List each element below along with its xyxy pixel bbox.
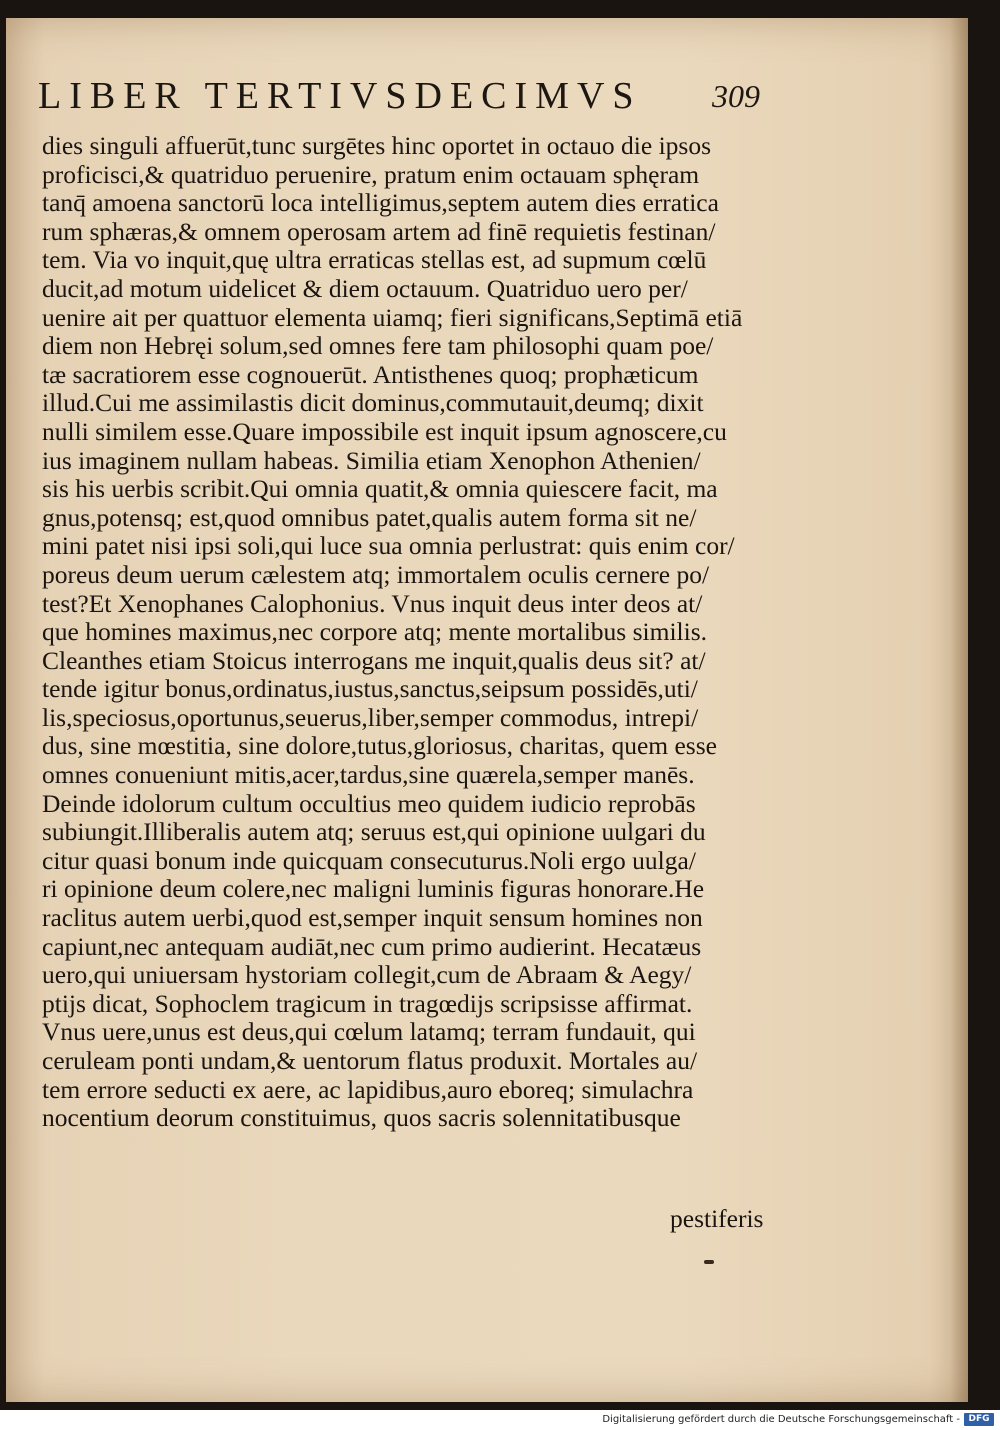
text-line: mini patet nisi ipsi soli,qui luce sua omnia perlustrat: quis enim cor/ (42, 532, 735, 561)
text-line: uenire ait per quattuor elementa uiamq; fieri significans,Septimā etiā (42, 303, 743, 332)
running-head: LIBER TERTIVSDECIMVS (38, 75, 642, 117)
text-line: ceruleam ponti undam,& uentorum flatus produxit. Mortales au/ (42, 1047, 698, 1075)
page-edge-shadow (950, 18, 968, 1402)
text-line: ducit,ad motum uidelicet & diem octauum. Quatriduo uero per/ (42, 274, 688, 303)
text-line: dies singuli affuerūt,tunc surgētes hinc oportet in octauo die ipsos (42, 132, 712, 160)
book-page (6, 18, 968, 1402)
text-line: illud.Cui me assimilastis dicit dominus,commutauit,deumq; dixit (42, 389, 704, 418)
text-line: Cleanthes etiam Stoicus interrogans me inquit,qualis deus sit? at/ (42, 646, 706, 675)
text-line: tæ sacratiorem esse cognouerūt. Antisthenes quoq; prophæticum (42, 360, 699, 389)
text-line: citur quasi bonum inde quicquam consecuturus.Noli ergo uulga/ (42, 846, 696, 875)
text-line: test?Et Xenophanes Calophonius. Vnus inquit deus inter deos at/ (42, 589, 703, 618)
text-line: que homines maximus,nec corpore atq; mente mortalibus similis. (42, 618, 707, 647)
body-text (42, 132, 802, 1133)
text-line: omnes conueniunt mitis,acer,tardus,sine quærela,semper manēs. (42, 761, 695, 790)
digitization-footer (0, 1410, 1000, 1430)
text-line: dus, sine mœstitia, sine dolore,tutus,gloriosus, charitas, quem esse (42, 732, 717, 761)
text-line: ptijs dicat, Sophoclem tragicum in tragœdijs scripsisse affirmat. (42, 989, 693, 1018)
text-line: Deinde idolorum cultum occultius meo quidem iudicio reprobās (42, 789, 696, 818)
text-line: subiungit.Illiberalis autem atq; seruus est,qui opinione uulgari du (42, 818, 706, 847)
text-line: tende igitur bonus,ordinatus,iustus,sanctus,seipsum possidēs,uti/ (42, 675, 698, 704)
folio-number: 309 (712, 78, 760, 114)
text-line: gnus,potensq; est,quod omnibus patet,qualis autem forma sit ne/ (42, 503, 697, 532)
text-line: capiunt,nec antequam audiāt,nec cum primo audierint. Hecatæus (42, 932, 702, 961)
dfg-logo: DFG (964, 1413, 994, 1426)
funding-credit: Digitalisierung gefördert durch die Deutsche Forschungsgemeinschaft - (602, 1414, 960, 1425)
text-line: nulli similem esse.Quare impossibile est inquit ipsum agnoscere,cu (42, 417, 727, 446)
text-line: nocentium deorum constituimus, quos sacris solennitatibusque (42, 1104, 681, 1133)
text-line: uero,qui uniuersam hystoriam collegit,cum de Abraam & Aegy/ (42, 961, 692, 990)
text-line: Vnus uere,unus est deus,qui cœlum latamq; terram fundauit, qui (42, 1018, 696, 1047)
text-line: diem non Hebręi solum,sed omnes fere tam philosophi quam poe/ (42, 332, 714, 361)
text-line: ius imaginem nullam habeas. Similia etiam Xenophon Athenien/ (42, 446, 701, 475)
text-line: proficisci,& quatriduo peruenire, pratum enim octauam sphęram (42, 160, 700, 189)
text-line: tem errore seducti ex aere, ac lapidibus,auro eboreq; simulachra (42, 1075, 694, 1104)
text-line: sis his uerbis scribit.Qui omnia quatit,& omnia quiescere facit, ma (42, 475, 718, 504)
ink-speck (704, 1260, 714, 1264)
text-line: tanq̄ amoena sanctorū loca intelligimus,septem autem dies erratica (42, 189, 719, 218)
text-line: ri opinione deum colere,nec maligni luminis figuras honorare.He (42, 875, 705, 904)
text-line: tem. Via vo inquit,quę ultra erraticas stellas est, ad supmum cœlū (42, 246, 707, 275)
text-line: raclitus autem uerbi,quod est,semper inquit sensum homines non (42, 904, 703, 933)
catchword: pestiferis (670, 1204, 764, 1233)
text-line: poreus deum uerum cælestem atq; immortalem oculis cernere po/ (42, 560, 710, 589)
text-line: lis,speciosus,oportunus,seuerus,liber,semper commodus, intrepi/ (42, 703, 699, 732)
text-line: rum sphæras,& omnem operosam artem ad finē requietis festinan/ (42, 217, 716, 246)
